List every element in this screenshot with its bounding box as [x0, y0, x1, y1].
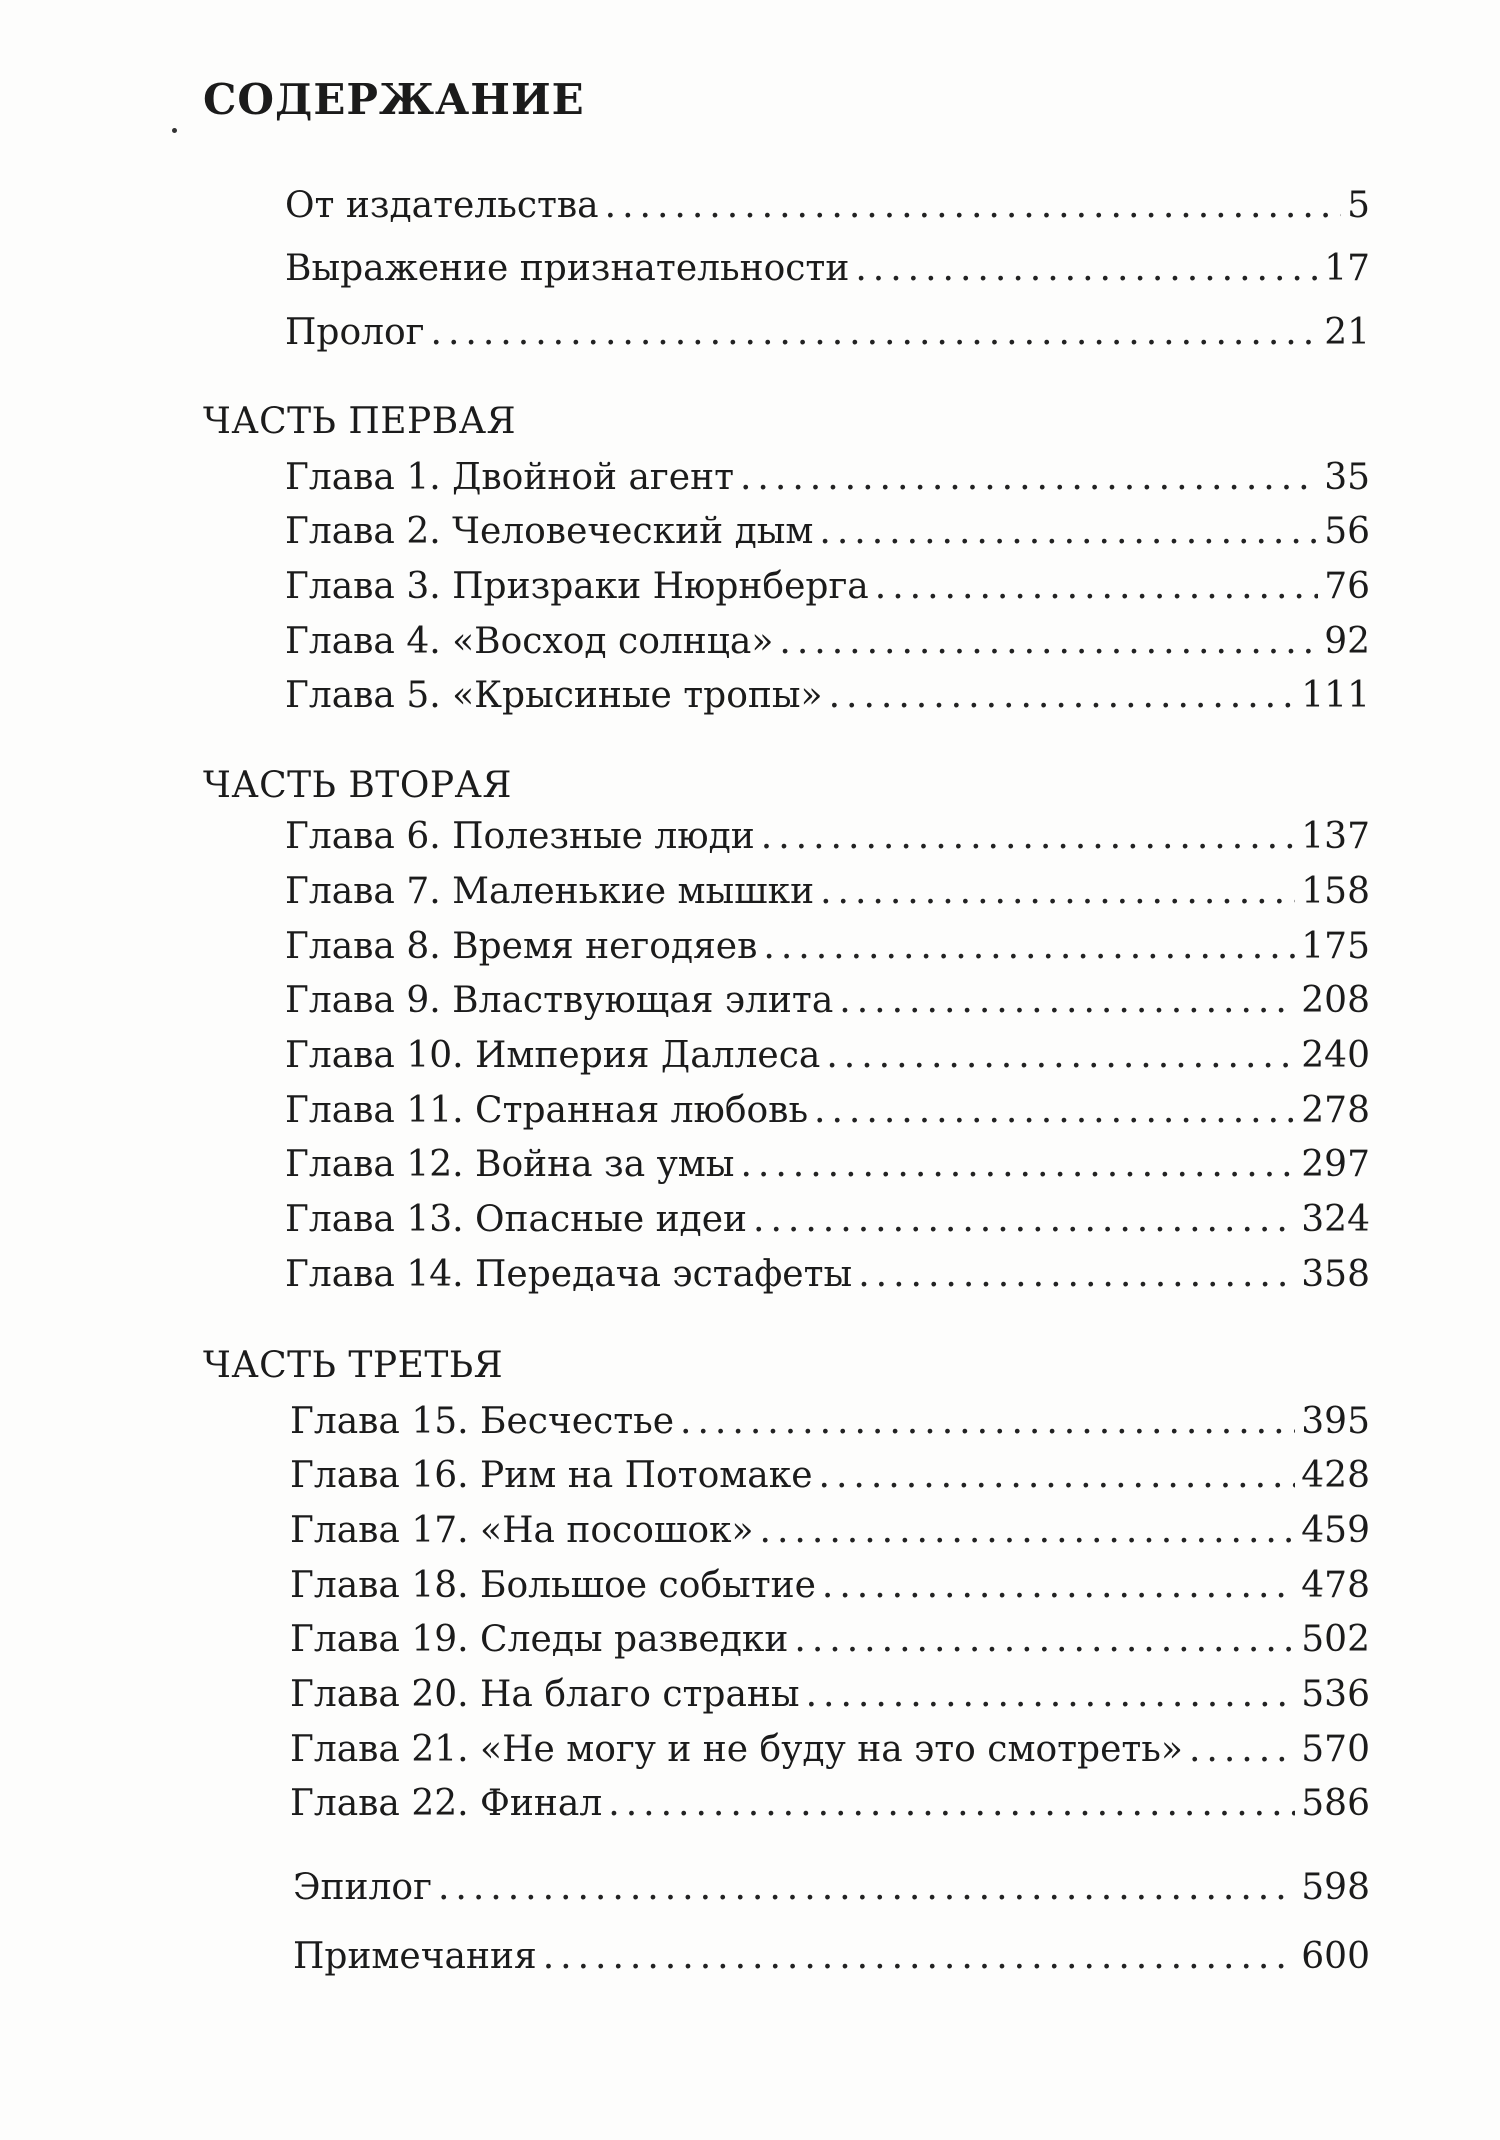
toc-entry-page: 428: [1301, 1455, 1370, 1496]
toc-entry-label: Глава 16. Рим на Потомаке: [290, 1455, 813, 1496]
toc-entry-chapter-10: [285, 1032, 1370, 1080]
toc-entry-label: Глава 19. Следы разведки: [290, 1619, 789, 1660]
dot-leader: [779, 618, 1318, 666]
toc-entry-page: 35: [1324, 457, 1370, 498]
toc-entry-page: 395: [1301, 1401, 1370, 1442]
toc-entry-page: 240: [1301, 1035, 1370, 1076]
toc-entry-page: 459: [1301, 1510, 1370, 1551]
part-heading-3: ЧАСТЬ ТРЕТЬЯ: [203, 1345, 504, 1386]
toc-entry-page: 278: [1301, 1090, 1370, 1131]
toc-entry-label: От издательства: [285, 185, 599, 226]
dot-leader: [855, 245, 1318, 293]
dot-leader: [829, 672, 1296, 720]
toc-entry-label: Глава 17. «На посошок»: [290, 1510, 754, 1551]
toc-entry-page: 570: [1301, 1729, 1370, 1770]
toc-entry-label: Глава 10. Империя Даллеса: [285, 1035, 821, 1076]
toc-entry-label: Глава 7. Маленькие мышки: [285, 871, 815, 912]
toc-entry-page: 5: [1347, 185, 1370, 226]
toc-entry-chapter-5: [285, 672, 1370, 720]
toc-entry-chapter-14: [285, 1251, 1370, 1299]
dot-leader: [826, 1032, 1295, 1080]
toc-entry-front-0: [285, 182, 1370, 230]
toc-entry-back-0: [293, 1864, 1370, 1912]
dot-leader: [740, 1141, 1295, 1189]
toc-entry-page: 111: [1301, 675, 1370, 716]
toc-entry-page: 92: [1324, 621, 1370, 662]
dot-leader: [875, 563, 1318, 611]
dot-leader: [438, 1864, 1295, 1912]
toc-entry-label: Глава 11. Странная любовь: [285, 1090, 809, 1131]
dot-leader: [822, 1562, 1295, 1610]
toc-entry-page: 208: [1301, 980, 1370, 1021]
dot-leader: [814, 1087, 1295, 1135]
dot-leader: [820, 868, 1295, 916]
dot-leader: [431, 309, 1319, 357]
dot-leader: [760, 1507, 1296, 1555]
toc-entry-page: 21: [1324, 312, 1370, 353]
toc-entry-page: 502: [1301, 1619, 1370, 1660]
toc-entry-page: 17: [1324, 248, 1370, 289]
toc-entry-page: 358: [1301, 1254, 1370, 1295]
toc-entry-label: Глава 6. Полезные люди: [285, 816, 755, 857]
toc-entry-page: 297: [1301, 1144, 1370, 1185]
toc-entry-label: Глава 20. На благо страны: [290, 1674, 800, 1715]
toc-entry-chapter-19: [290, 1616, 1370, 1664]
toc-entry-label: Глава 9. Властвующая элита: [285, 980, 834, 1021]
toc-entry-front-1: [285, 245, 1370, 293]
toc-entry-chapter-15: [290, 1398, 1370, 1446]
dot-leader: [740, 454, 1318, 502]
toc-entry-chapter-3: [285, 563, 1370, 611]
toc-entry-label: Выражение признательности: [285, 248, 850, 289]
toc-entry-label: Глава 18. Большое событие: [290, 1565, 816, 1606]
toc-entry-page: 598: [1301, 1867, 1370, 1908]
dot-leader: [858, 1251, 1295, 1299]
toc-entry-label: Глава 1. Двойной агент: [285, 457, 734, 498]
toc-entry-chapter-18: [290, 1562, 1370, 1610]
toc-entry-chapter-4: [285, 618, 1370, 666]
toc-entry-page: 478: [1301, 1565, 1370, 1606]
dot-leader: [753, 1196, 1295, 1244]
toc-entry-page: 586: [1301, 1783, 1370, 1824]
toc-entry-label: Глава 12. Война за умы: [285, 1144, 735, 1185]
toc-entry-page: 536: [1301, 1674, 1370, 1715]
toc-entry-chapter-13: [285, 1196, 1370, 1244]
toc-entry-page: 175: [1301, 926, 1370, 967]
toc-entry-label: Глава 8. Время негодяев: [285, 926, 758, 967]
dot-leader: [1189, 1726, 1295, 1774]
toc-entry-page: 324: [1301, 1199, 1370, 1240]
toc-entry-chapter-17: [290, 1507, 1370, 1555]
dot-leader: [763, 923, 1295, 971]
part-heading-2: ЧАСТЬ ВТОРАЯ: [203, 765, 512, 806]
toc-entry-chapter-7: [285, 868, 1370, 916]
dot-leader: [608, 1780, 1295, 1828]
toc-entry-chapter-6: [285, 813, 1370, 861]
toc-entry-page: 56: [1324, 511, 1370, 552]
dot-leader: [543, 1933, 1296, 1981]
toc-entry-chapter-8: [285, 923, 1370, 971]
dot-leader: [680, 1398, 1295, 1446]
toc-entry-chapter-20: [290, 1671, 1370, 1719]
toc-entry-chapter-21: [290, 1726, 1370, 1774]
toc-entry-label: Примечания: [293, 1936, 537, 1977]
toc-entry-chapter-9: [285, 977, 1370, 1025]
dot-leader: [794, 1616, 1295, 1664]
toc-entry-back-1: [293, 1933, 1370, 1981]
toc-entry-chapter-12: [285, 1141, 1370, 1189]
toc-entry-front-2: [285, 309, 1370, 357]
toc-entry-label: Глава 13. Опасные идеи: [285, 1199, 748, 1240]
toc-entry-label: Глава 15. Бесчестье: [290, 1401, 675, 1442]
toc-entry-chapter-11: [285, 1087, 1370, 1135]
dot-leader: [761, 813, 1296, 861]
toc-entry-page: 137: [1301, 816, 1370, 857]
toc-entry-label: Глава 3. Призраки Нюрнберга: [285, 566, 869, 607]
toc-entry-label: Пролог: [285, 312, 425, 353]
toc-entry-chapter-1: [285, 454, 1370, 502]
toc-entry-label: Глава 4. «Восход солнца»: [285, 621, 774, 662]
toc-entry-page: 76: [1324, 566, 1370, 607]
toc-entry-label: Глава 5. «Крысиные тропы»: [285, 675, 823, 716]
dot-leader: [819, 1452, 1296, 1500]
stray-dot-mark: [172, 128, 177, 133]
dot-leader: [839, 977, 1295, 1025]
part-heading-1: ЧАСТЬ ПЕРВАЯ: [203, 401, 517, 442]
toc-entry-label: Глава 22. Финал: [290, 1783, 603, 1824]
dot-leader: [819, 508, 1318, 556]
toc-title: СОДЕРЖАНИЕ: [203, 75, 585, 124]
toc-entry-page: 158: [1301, 871, 1370, 912]
dot-leader: [605, 182, 1341, 230]
toc-entry-label: Глава 2. Человеческий дым: [285, 511, 814, 552]
toc-entry-chapter-2: [285, 508, 1370, 556]
toc-entry-chapter-22: [290, 1780, 1370, 1828]
toc-entry-label: Эпилог: [293, 1867, 432, 1908]
toc-entry-label: Глава 21. «Не могу и не буду на это смотреть»: [290, 1729, 1183, 1770]
toc-entry-label: Глава 14. Передача эстафеты: [285, 1254, 853, 1295]
toc-entry-chapter-16: [290, 1452, 1370, 1500]
toc-entry-page: 600: [1301, 1936, 1370, 1977]
dot-leader: [806, 1671, 1296, 1719]
